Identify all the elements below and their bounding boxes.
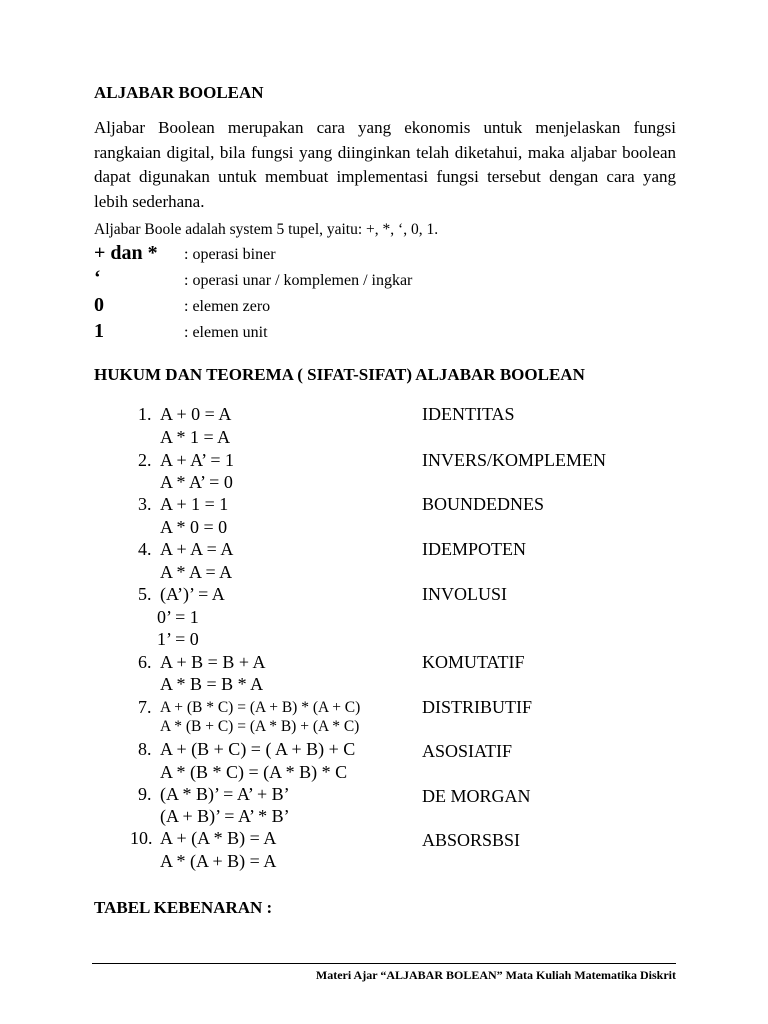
law-formula: 0’ = 1 [157, 607, 199, 627]
law-formula: (A * B)’ = A’ + B’ [160, 784, 290, 804]
operator-symbol: 0 [94, 294, 104, 316]
operator-desc: : operasi unar / komplemen / ingkar [184, 272, 413, 289]
law-name: INVOLUSI [422, 584, 507, 604]
law-formula: A + (B + C) = ( A + B) + C [160, 739, 356, 759]
law-name: INVERS/KOMPLEMEN [422, 450, 607, 470]
document-title: ALJABAR BOOLEAN [94, 83, 264, 102]
operator-symbol: + dan * [94, 242, 158, 264]
law-number: 3. [138, 494, 152, 514]
law-name: ABSORSBSI [422, 830, 521, 850]
law-formula: A * (A + B) = A [160, 851, 277, 871]
law-number: 4. [138, 539, 152, 559]
law-name: DE MORGAN [422, 786, 531, 806]
law-formula: (A’)’ = A [160, 584, 225, 604]
law-formula: A + A’ = 1 [160, 450, 234, 470]
law-name: IDENTITAS [422, 404, 515, 424]
law-formula: A + (A * B) = A [160, 828, 277, 848]
operator-desc: : elemen unit [184, 324, 268, 341]
law-name: ASOSIATIF [422, 741, 513, 761]
law-number: 10. [130, 828, 153, 848]
law-formula: A * (B + C) = (A * B) + (A * C) [160, 718, 360, 735]
law-name: KOMUTATIF [422, 652, 525, 672]
law-number: 8. [138, 739, 152, 759]
law-formula: A * (B * C) = (A * B) * C [160, 762, 348, 782]
law-name: IDEMPOTEN [422, 539, 526, 559]
law-number: 9. [138, 784, 152, 804]
intro-paragraph: Aljabar Boolean merupakan cara yang ekonomis untuk menjelaskan fungsi rangkaian digital, bila fungsi yang diinginkan telah diketahui, maka aljabar boolean dapat digunakan untuk membuat implementasi fungsi tersebut dengan cara yang lebih sederhana. [94, 118, 676, 211]
law-number: 2. [138, 450, 152, 470]
law-name: DISTRIBUTIF [422, 697, 533, 717]
operator-desc: : operasi biner [184, 246, 276, 263]
law-formula: A * 0 = 0 [160, 517, 228, 537]
truth-table-heading: TABEL KEBENARAN : [94, 898, 273, 917]
law-formula: 1’ = 0 [157, 629, 199, 649]
law-formula: A * 1 = A [160, 427, 231, 447]
operator-symbol: ‘ [94, 267, 101, 289]
operator-symbol: 1 [94, 320, 104, 342]
law-formula: A + A = A [160, 539, 234, 559]
law-number: 1. [138, 404, 152, 424]
law-formula: A + (B * C) = (A + B) * (A + C) [160, 699, 361, 716]
law-formula: A * A’ = 0 [160, 472, 233, 492]
law-formula: A * A = A [160, 562, 233, 582]
operator-desc: : elemen zero [184, 298, 271, 315]
law-formula: A + B = B + A [160, 652, 266, 672]
page-footer: Materi Ajar “ALJABAR BOLEAN” Mata Kuliah Matematika Diskrit [315, 968, 676, 982]
law-formula: (A + B)’ = A’ * B’ [160, 806, 290, 826]
law-formula: A + 0 = A [160, 404, 232, 424]
system-definition: Aljabar Boole adalah system 5 tupel, yaitu: +, *, ‘, 0, 1. [94, 221, 439, 238]
law-formula: A * B = B * A [160, 674, 264, 694]
laws-heading: HUKUM DAN TEOREMA ( SIFAT-SIFAT) ALJABAR BOOLEAN [94, 365, 585, 384]
law-formula: A + 1 = 1 [160, 494, 229, 514]
footer-divider [92, 963, 676, 964]
law-number: 7. [138, 697, 152, 717]
law-name: BOUNDEDNES [422, 494, 545, 514]
law-number: 6. [138, 652, 152, 672]
law-number: 5. [138, 584, 152, 604]
